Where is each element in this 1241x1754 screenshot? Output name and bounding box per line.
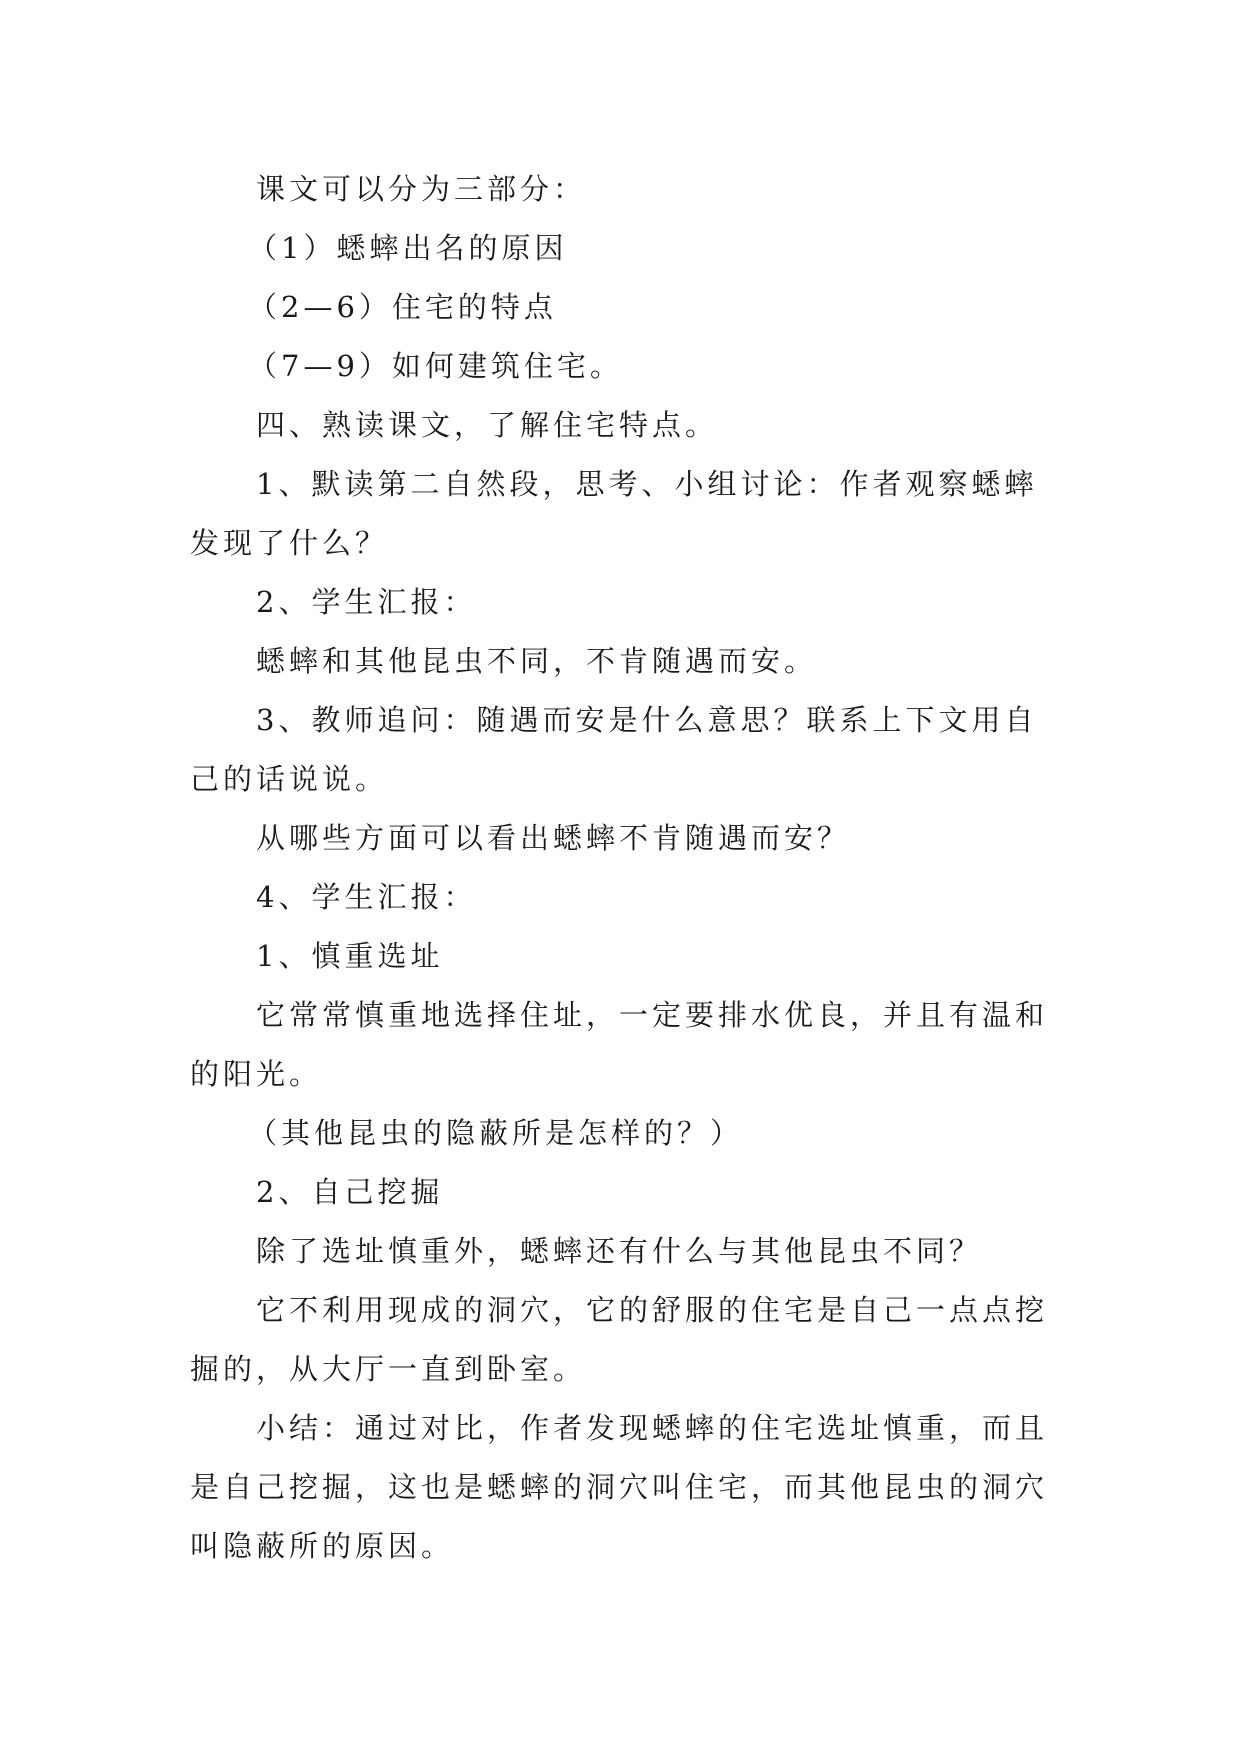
paragraph-line: 是自己挖掘，这也是蟋蟀的洞穴叫住宅，而其他昆虫的洞穴 [190,1470,1049,1504]
paragraph-line: 2、学生汇报： [256,585,477,619]
paragraph-line: （7—9）如何建筑住宅。 [248,349,623,383]
paragraph-line: 发现了什么？ [190,526,389,560]
paragraph-line: （2—6）住宅的特点 [248,290,557,324]
document-body [190,160,1050,1576]
paragraph-line: 掘的，从大厅一直到卧室。 [190,1352,587,1386]
section-heading: 四、熟读课文，了解住宅特点。 [256,408,719,442]
paragraph-line: 课文可以分为三部分： [256,172,587,206]
paragraph-line: 1、慎重选址 [256,939,444,973]
paragraph-line: 小结：通过对比，作者发现蟋蟀的住宅选址慎重，而且 [256,1411,1049,1445]
paragraph-line: 己的话说说。 [190,762,389,796]
paragraph-line: 叫隐蔽所的原因。 [190,1529,455,1563]
paragraph-line: 2、自己挖掘 [256,1175,444,1209]
paragraph-line: 3、教师追问：随遇而安是什么意思？联系上下文用自 [256,703,1038,737]
paragraph-line: 的阳光。 [190,1057,323,1091]
paragraph-line: 它不利用现成的洞穴，它的舒服的住宅是自己一点点挖 [256,1293,1049,1327]
paragraph-line: 1、默读第二自然段，思考、小组讨论：作者观察蟋蟀 [256,467,1038,501]
paragraph-line: （1）蟋蟀出名的原因 [248,231,568,265]
paragraph-line: 除了选址慎重外，蟋蟀还有什么与其他昆虫不同？ [256,1234,983,1268]
paragraph-line: 它常常慎重地选择住址，一定要排水优良，并且有温和 [256,998,1049,1032]
paragraph-line: 蟋蟀和其他昆虫不同，不肯随遇而安。 [256,644,818,678]
paragraph-line: 4、学生汇报： [256,880,477,914]
paragraph-line: 从哪些方面可以看出蟋蟀不肯随遇而安？ [256,821,851,855]
paragraph-line: （其他昆虫的隐蔽所是怎样的？） [248,1116,744,1150]
